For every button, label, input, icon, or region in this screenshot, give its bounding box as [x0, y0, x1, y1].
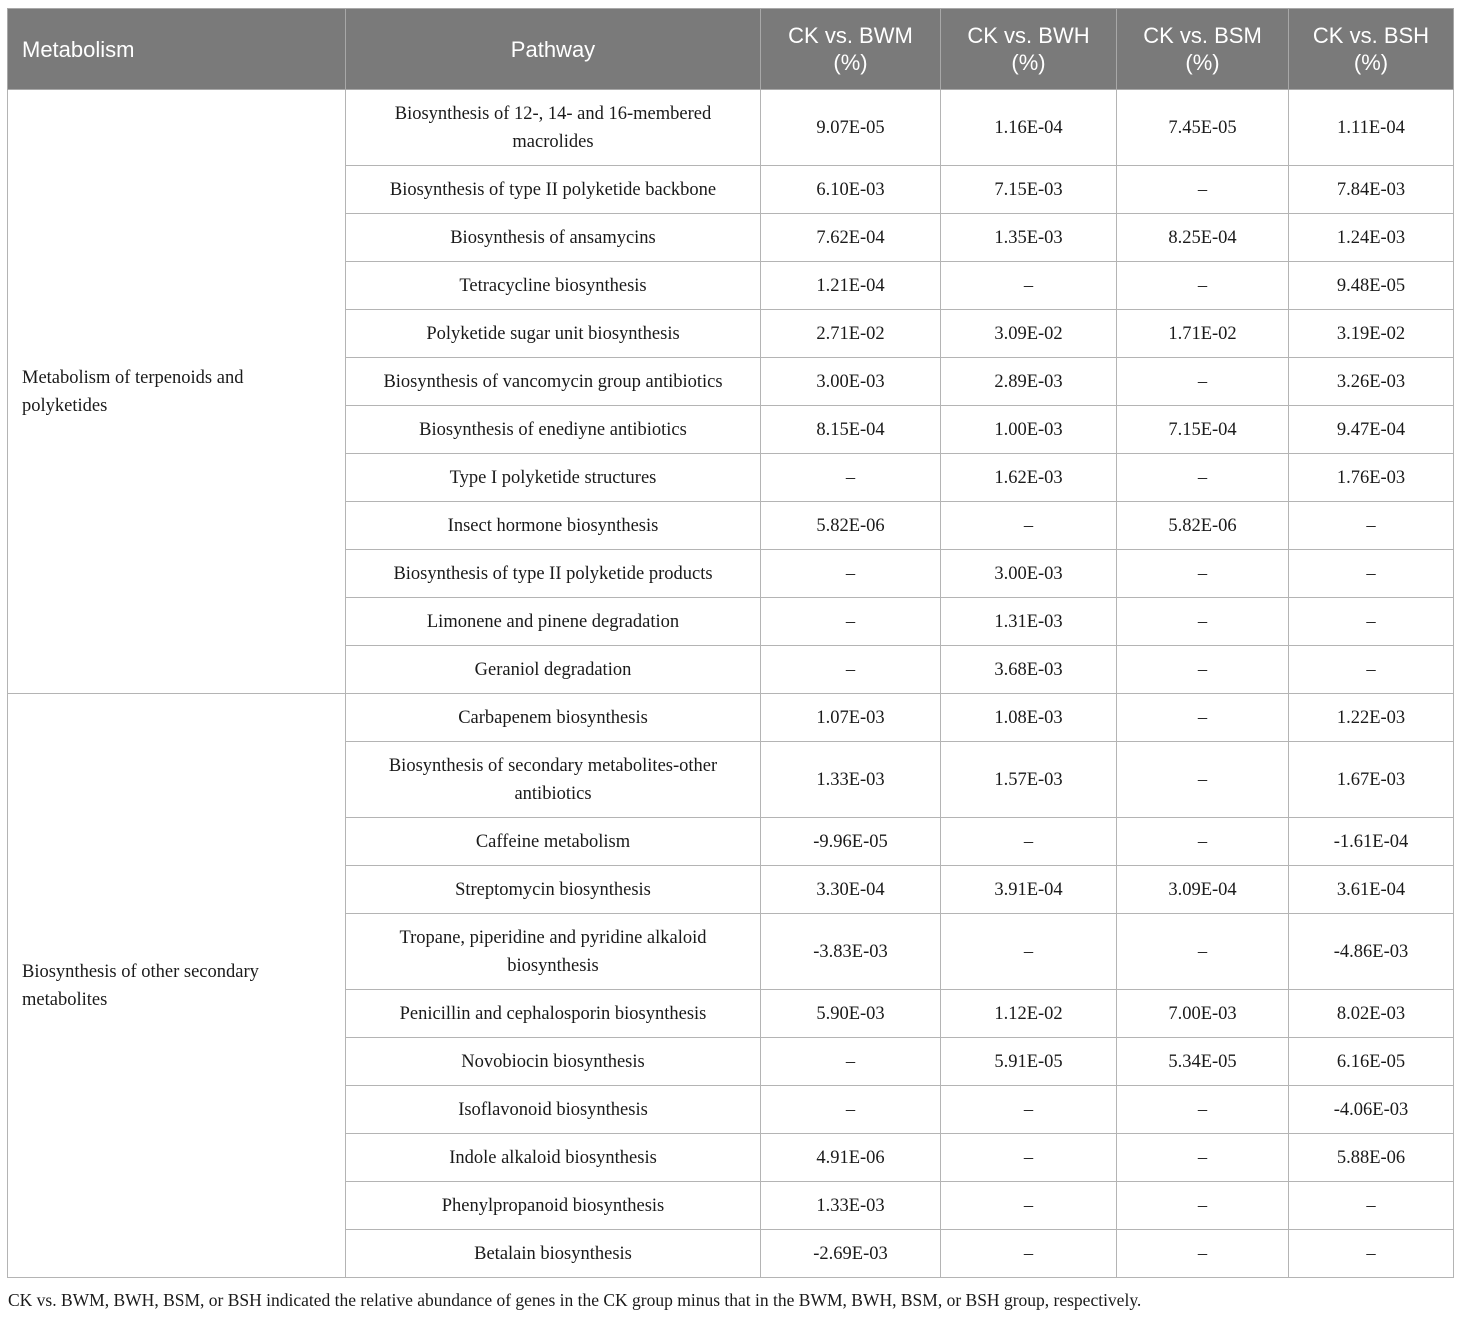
pathway-cell [346, 694, 761, 742]
value-cell-bwm: – [761, 550, 941, 598]
pathway-cell [346, 166, 761, 214]
results-table [7, 8, 1454, 1278]
value-cell-bwm: 1.33E-03 [761, 1182, 941, 1230]
value-cell-bwm: – [761, 646, 941, 694]
pathway-cell [346, 1086, 761, 1134]
value-cell-bwh: 1.12E-02 [941, 990, 1117, 1038]
pathway-label: Carbapenem biosynthesis [458, 707, 648, 728]
value-cell-bwm: 1.07E-03 [761, 694, 941, 742]
value-cell-bsm: – [1117, 166, 1289, 214]
value-cell-bsh: – [1289, 1230, 1454, 1278]
pathway-label: macrolides [512, 131, 594, 152]
pathway-label: Caffeine metabolism [475, 831, 631, 852]
header-ck-vs-bsh-line1: CK vs. BSH [1312, 23, 1430, 48]
value-cell-bwm: 6.10E-03 [761, 166, 941, 214]
value-cell-bwm: 5.90E-03 [761, 990, 941, 1038]
value-cell-bsm: – [1117, 358, 1289, 406]
pathway-label: Isoflavonoid biosynthesis [458, 1099, 648, 1120]
value-cell-bwh: 1.62E-03 [941, 454, 1117, 502]
value-cell-bsh: 5.88E-06 [1289, 1134, 1454, 1182]
value-cell-bsh: 1.76E-03 [1289, 454, 1454, 502]
metabolism-group-label: polyketides [22, 395, 108, 416]
value-cell-bwh: 1.31E-03 [941, 598, 1117, 646]
header-ck-vs-bwm-line2: (%) [833, 50, 868, 75]
value-cell-bwh: – [941, 1230, 1117, 1278]
header-ck-vs-bsm [1117, 9, 1289, 90]
header-row [8, 9, 1454, 90]
value-cell-bwh: – [941, 502, 1117, 550]
pathway-label: Polyketide sugar unit biosynthesis [426, 323, 680, 344]
pathway-label: Insect hormone biosynthesis [447, 515, 659, 536]
pathway-cell [346, 914, 761, 990]
value-cell-bwm: – [761, 454, 941, 502]
value-cell-bsh: 3.19E-02 [1289, 310, 1454, 358]
value-cell-bwm: -9.96E-05 [761, 818, 941, 866]
value-cell-bwh: – [941, 1134, 1117, 1182]
value-cell-bsm: 8.25E-04 [1117, 214, 1289, 262]
metabolism-group-label: Biosynthesis of other secondary [22, 961, 259, 982]
pathway-label: Biosynthesis of enediyne antibiotics [419, 419, 687, 440]
value-cell-bsm: – [1117, 914, 1289, 990]
pathway-cell [346, 818, 761, 866]
value-cell-bsh: 1.24E-03 [1289, 214, 1454, 262]
pathway-label: Type I polyketide structures [449, 467, 657, 488]
pathway-label: Geraniol degradation [474, 659, 632, 680]
value-cell-bsh: – [1289, 502, 1454, 550]
value-cell-bsh: 7.84E-03 [1289, 166, 1454, 214]
value-cell-bwm: 5.82E-06 [761, 502, 941, 550]
pathway-label: Streptomycin biosynthesis [455, 879, 651, 900]
value-cell-bsm: 7.45E-05 [1117, 90, 1289, 166]
pathway-cell [346, 1182, 761, 1230]
pathway-label: Biosynthesis of type II polyketide products [393, 563, 713, 584]
pathway-cell [346, 454, 761, 502]
value-cell-bwh: – [941, 914, 1117, 990]
value-cell-bwh: 1.57E-03 [941, 742, 1117, 818]
value-cell-bwm: -3.83E-03 [761, 914, 941, 990]
header-pathway: Pathway [346, 9, 761, 90]
table-footnote: CK vs. BWM, BWH, BSM, or BSH indicated the relative abundance of genes in the CK group minus that in the BWM, BWH, BSM, or BSH group, respectively. [8, 1290, 1142, 1310]
value-cell-bwm: -2.69E-03 [761, 1230, 941, 1278]
value-cell-bsh: -1.61E-04 [1289, 818, 1454, 866]
value-cell-bwm: 1.33E-03 [761, 742, 941, 818]
pathway-label: Biosynthesis of ansamycins [450, 227, 656, 248]
value-cell-bsh: 1.67E-03 [1289, 742, 1454, 818]
pathway-label: Phenylpropanoid biosynthesis [441, 1195, 665, 1216]
value-cell-bsm: – [1117, 550, 1289, 598]
pathway-cell [346, 262, 761, 310]
value-cell-bsm: – [1117, 1134, 1289, 1182]
value-cell-bsm: 5.82E-06 [1117, 502, 1289, 550]
value-cell-bwh: – [941, 818, 1117, 866]
value-cell-bsh: – [1289, 1182, 1454, 1230]
value-cell-bsm: – [1117, 818, 1289, 866]
value-cell-bsh: -4.06E-03 [1289, 1086, 1454, 1134]
value-cell-bsh: 9.48E-05 [1289, 262, 1454, 310]
value-cell-bsh: 3.61E-04 [1289, 866, 1454, 914]
value-cell-bsm: – [1117, 1230, 1289, 1278]
value-cell-bwm: – [761, 1038, 941, 1086]
header-ck-vs-bwm [761, 9, 941, 90]
header-ck-vs-bsm-line1: CK vs. BSM [1143, 23, 1262, 48]
metabolism-group-cell [8, 90, 346, 694]
value-cell-bwm: – [761, 1086, 941, 1134]
value-cell-bwm: 1.21E-04 [761, 262, 941, 310]
value-cell-bwh: 1.35E-03 [941, 214, 1117, 262]
value-cell-bsm: – [1117, 646, 1289, 694]
value-cell-bwh: 2.89E-03 [941, 358, 1117, 406]
pathway-cell [346, 646, 761, 694]
pathway-cell [346, 990, 761, 1038]
value-cell-bwh: 3.09E-02 [941, 310, 1117, 358]
value-cell-bsh: 6.16E-05 [1289, 1038, 1454, 1086]
value-cell-bwh: 3.00E-03 [941, 550, 1117, 598]
value-cell-bwm: 3.00E-03 [761, 358, 941, 406]
pathway-label: Indole alkaloid biosynthesis [449, 1147, 657, 1168]
value-cell-bsh: 8.02E-03 [1289, 990, 1454, 1038]
pathway-label: Novobiocin biosynthesis [461, 1051, 645, 1072]
value-cell-bsm: – [1117, 454, 1289, 502]
pathway-label: Biosynthesis of type II polyketide backbone [389, 179, 717, 200]
header-ck-vs-bwh-line1: CK vs. BWH [967, 23, 1090, 48]
pathway-label: antibiotics [514, 783, 592, 804]
pathway-label: Biosynthesis of secondary metabolites-other [388, 755, 718, 776]
value-cell-bwh: – [941, 262, 1117, 310]
value-cell-bsm: 1.71E-02 [1117, 310, 1289, 358]
value-cell-bsm: 5.34E-05 [1117, 1038, 1289, 1086]
pathway-cell [346, 90, 761, 166]
value-cell-bsm: 3.09E-04 [1117, 866, 1289, 914]
pathway-label: Biosynthesis of vancomycin group antibiotics [383, 371, 723, 392]
value-cell-bwh: – [941, 1086, 1117, 1134]
value-cell-bsh: – [1289, 598, 1454, 646]
value-cell-bwh: 1.08E-03 [941, 694, 1117, 742]
pathway-cell [346, 310, 761, 358]
value-cell-bwh: 1.00E-03 [941, 406, 1117, 454]
header-ck-vs-bwh [941, 9, 1117, 90]
value-cell-bsh: -4.86E-03 [1289, 914, 1454, 990]
value-cell-bsh: – [1289, 550, 1454, 598]
value-cell-bwh: 5.91E-05 [941, 1038, 1117, 1086]
value-cell-bwm: 9.07E-05 [761, 90, 941, 166]
pathway-cell [346, 866, 761, 914]
pathway-label: Penicillin and cephalosporin biosynthesis [399, 1003, 707, 1024]
value-cell-bwm: 8.15E-04 [761, 406, 941, 454]
value-cell-bwm: 4.91E-06 [761, 1134, 941, 1182]
table-row [8, 90, 1454, 166]
value-cell-bwh: 1.16E-04 [941, 90, 1117, 166]
value-cell-bsh: 1.22E-03 [1289, 694, 1454, 742]
header-ck-vs-bwh-line2: (%) [1011, 50, 1046, 75]
value-cell-bsm: – [1117, 742, 1289, 818]
value-cell-bsm: – [1117, 1182, 1289, 1230]
table-body [8, 90, 1454, 1278]
pathway-cell [346, 1038, 761, 1086]
value-cell-bwm: 3.30E-04 [761, 866, 941, 914]
pathway-label: Biosynthesis of 12-, 14- and 16-membered [394, 103, 712, 124]
pathway-cell [346, 742, 761, 818]
value-cell-bsm: – [1117, 694, 1289, 742]
pathway-cell [346, 598, 761, 646]
pathway-cell [346, 550, 761, 598]
pathway-label: Betalain biosynthesis [474, 1243, 632, 1264]
value-cell-bwh: – [941, 1182, 1117, 1230]
value-cell-bsh: – [1289, 646, 1454, 694]
header-ck-vs-bsm-line2: (%) [1185, 50, 1220, 75]
header-ck-vs-bsh-line2: (%) [1353, 50, 1389, 75]
metabolism-group-label: Metabolism of terpenoids and [22, 367, 244, 388]
value-cell-bsm: – [1117, 1086, 1289, 1134]
value-cell-bsm: 7.00E-03 [1117, 990, 1289, 1038]
value-cell-bwm: 7.62E-04 [761, 214, 941, 262]
pathway-cell [346, 214, 761, 262]
value-cell-bwh: 3.68E-03 [941, 646, 1117, 694]
header-metabolism: Metabolism [8, 9, 346, 90]
value-cell-bwh: 7.15E-03 [941, 166, 1117, 214]
pathway-cell [346, 1134, 761, 1182]
value-cell-bsh: 9.47E-04 [1289, 406, 1454, 454]
value-cell-bsh: 1.11E-04 [1289, 90, 1454, 166]
header-ck-vs-bsh [1289, 9, 1454, 90]
table-row [8, 694, 1454, 742]
metabolism-group-label: metabolites [22, 989, 108, 1010]
value-cell-bwm: 2.71E-02 [761, 310, 941, 358]
pathway-cell [346, 1230, 761, 1278]
value-cell-bsm: – [1117, 598, 1289, 646]
pathway-cell [346, 358, 761, 406]
value-cell-bsm: 7.15E-04 [1117, 406, 1289, 454]
pathway-cell [346, 406, 761, 454]
pathway-label: Limonene and pinene degradation [426, 611, 680, 632]
value-cell-bsm: – [1117, 262, 1289, 310]
value-cell-bwm: – [761, 598, 941, 646]
pathway-label: biosynthesis [507, 955, 599, 976]
pathway-cell [346, 502, 761, 550]
metabolism-group-cell [8, 694, 346, 1278]
value-cell-bsh: 3.26E-03 [1289, 358, 1454, 406]
value-cell-bwh: 3.91E-04 [941, 866, 1117, 914]
header-ck-vs-bwm-line1: CK vs. BWM [788, 23, 913, 48]
pathway-label: Tropane, piperidine and pyridine alkaloid [399, 927, 707, 948]
pathway-label: Tetracycline biosynthesis [459, 275, 647, 296]
